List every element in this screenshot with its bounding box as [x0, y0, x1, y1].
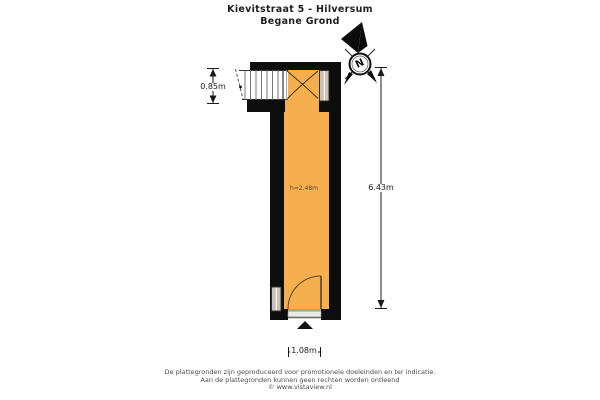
north-arrow-icon	[341, 22, 377, 85]
door-sill	[288, 312, 321, 317]
dimension-label-stair-depth: 0.85m	[200, 82, 226, 91]
wall-under-stairs	[247, 100, 285, 112]
page-title: Kievitstraat 5 - Hilversum	[227, 4, 373, 15]
window-left	[272, 287, 282, 311]
footer-copyright: © www.vistaview.nl	[268, 383, 332, 391]
stair-direction-dot	[239, 86, 242, 89]
footer-disclaimer-line2: Aan de plattegronden kunnen geen rechten worden ontleend	[200, 375, 400, 384]
footer-disclaimer-line1: De plattegronden zijn geproduceerd voor promotionele doeleinden en ter indicatie.	[164, 368, 436, 376]
wall-stub-right	[319, 101, 329, 112]
staircase	[236, 69, 289, 100]
wall-top	[250, 62, 341, 70]
room-height-label: h=2.48m	[289, 185, 319, 192]
page-subtitle: Begane Grond	[260, 16, 340, 27]
wall-right	[329, 62, 341, 320]
wall-bottom-right	[321, 309, 341, 320]
dimension-label-entrance-width: 1.08m	[291, 346, 317, 355]
stair-area	[239, 70, 288, 100]
window-right	[320, 71, 330, 102]
entrance-marker-icon	[297, 321, 313, 329]
compass-north-letter: N	[353, 57, 367, 71]
dimension-label-plan-length: 6.43m	[368, 183, 394, 192]
